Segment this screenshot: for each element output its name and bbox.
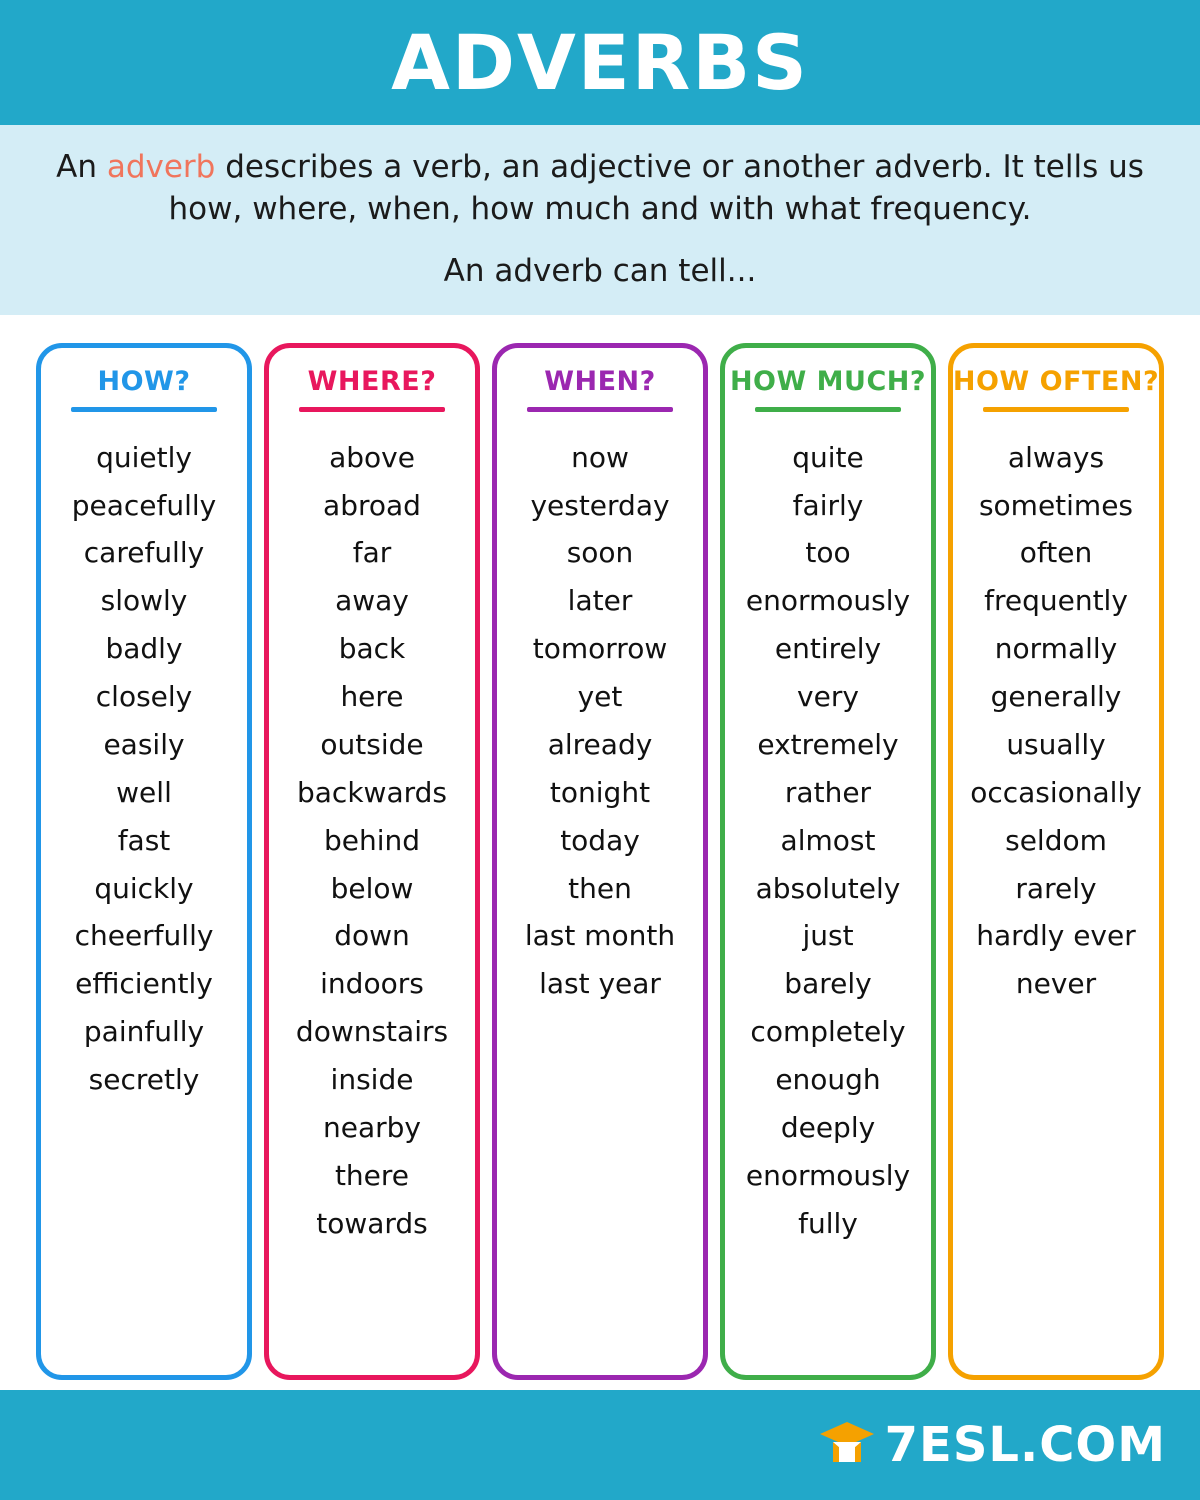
word-item: down bbox=[334, 919, 410, 953]
word-item: rarely bbox=[1015, 871, 1097, 905]
word-item: enormously bbox=[745, 584, 911, 618]
word-item: extremely bbox=[757, 727, 899, 761]
word-item: cheerfully bbox=[74, 919, 214, 953]
intro-text-pre: An bbox=[56, 149, 107, 185]
word-item: completely bbox=[750, 1015, 906, 1049]
word-item: rather bbox=[784, 775, 872, 809]
word-item: backwards bbox=[297, 775, 447, 809]
category-title: HOW MUCH? bbox=[729, 365, 927, 397]
poster-header bbox=[0, 0, 1200, 125]
word-item: yesterday bbox=[530, 488, 670, 522]
word-item: seldom bbox=[1005, 823, 1107, 857]
word-item: badly bbox=[105, 632, 183, 666]
word-item: indoors bbox=[320, 967, 424, 1001]
word-item: secretly bbox=[88, 1063, 200, 1097]
intro-highlight-word: adverb bbox=[106, 149, 216, 185]
word-item: below bbox=[330, 871, 414, 905]
word-item: always bbox=[1007, 440, 1105, 474]
word-item: there bbox=[334, 1158, 410, 1192]
word-item: already bbox=[547, 727, 653, 761]
category-underline bbox=[755, 407, 902, 412]
graduation-cap-icon bbox=[819, 1420, 875, 1470]
poster-footer bbox=[0, 1390, 1200, 1500]
word-item: closely bbox=[95, 680, 193, 714]
word-item: fairly bbox=[792, 488, 864, 522]
word-item: quite bbox=[792, 440, 864, 474]
word-item: now bbox=[571, 440, 629, 474]
word-item: tomorrow bbox=[532, 632, 668, 666]
word-item: very bbox=[797, 680, 859, 714]
word-list bbox=[45, 434, 243, 1104]
word-item: back bbox=[338, 632, 406, 666]
word-item: often bbox=[1019, 536, 1093, 570]
word-item: inside bbox=[330, 1063, 414, 1097]
word-item: downstairs bbox=[295, 1015, 449, 1049]
word-item: fast bbox=[117, 823, 171, 857]
category-title: HOW OFTEN? bbox=[952, 365, 1160, 397]
word-item: quietly bbox=[96, 440, 192, 474]
word-item: occasionally bbox=[970, 775, 1142, 809]
word-item: last year bbox=[539, 967, 661, 1001]
category-card-how-much bbox=[720, 343, 936, 1380]
word-item: then bbox=[568, 871, 632, 905]
word-item: frequently bbox=[984, 584, 1128, 618]
word-item: fully bbox=[798, 1206, 858, 1240]
word-item: peacefully bbox=[71, 488, 217, 522]
word-item: well bbox=[116, 775, 172, 809]
word-item: tonight bbox=[549, 775, 651, 809]
category-card-when bbox=[492, 343, 708, 1380]
category-underline bbox=[299, 407, 446, 412]
category-card-how bbox=[36, 343, 252, 1380]
word-item: absolutely bbox=[755, 871, 901, 905]
word-item: almost bbox=[780, 823, 876, 857]
word-item: outside bbox=[320, 727, 424, 761]
intro-definition bbox=[30, 147, 1170, 231]
category-title: HOW? bbox=[97, 365, 191, 397]
intro-text-post: describes a verb, an adjective or another adverb. It tells us how, where, when, how much and with what frequency. bbox=[168, 149, 1144, 227]
word-item: normally bbox=[994, 632, 1118, 666]
category-columns bbox=[0, 315, 1200, 1390]
word-list bbox=[273, 434, 471, 1248]
word-list bbox=[729, 434, 927, 1248]
brand-text: 7ESL.COM bbox=[884, 1417, 1166, 1473]
word-list bbox=[501, 434, 699, 1009]
word-item: usually bbox=[1006, 727, 1106, 761]
word-item: soon bbox=[566, 536, 634, 570]
word-item: enough bbox=[775, 1063, 881, 1097]
word-item: sometimes bbox=[978, 488, 1134, 522]
word-item: quickly bbox=[94, 871, 194, 905]
intro-section bbox=[0, 125, 1200, 315]
word-item: too bbox=[805, 536, 851, 570]
word-item: today bbox=[560, 823, 640, 857]
category-underline bbox=[71, 407, 218, 412]
word-item: towards bbox=[316, 1206, 428, 1240]
word-item: far bbox=[352, 536, 392, 570]
category-underline bbox=[527, 407, 674, 412]
word-item: behind bbox=[323, 823, 421, 857]
word-item: above bbox=[329, 440, 415, 474]
word-item: easily bbox=[103, 727, 185, 761]
word-list bbox=[957, 434, 1155, 1009]
word-item: slowly bbox=[100, 584, 188, 618]
intro-subtitle: An adverb can tell... bbox=[443, 252, 757, 289]
word-item: never bbox=[1015, 967, 1097, 1001]
category-card-how-often bbox=[948, 343, 1164, 1380]
word-item: abroad bbox=[323, 488, 421, 522]
brand-logo[interactable] bbox=[819, 1417, 1166, 1473]
word-item: efficiently bbox=[75, 967, 213, 1001]
page-title: ADVERBS bbox=[391, 17, 809, 107]
word-item: last month bbox=[524, 919, 676, 953]
word-item: later bbox=[567, 584, 633, 618]
word-item: nearby bbox=[323, 1110, 421, 1144]
word-item: entirely bbox=[774, 632, 882, 666]
word-item: generally bbox=[990, 680, 1122, 714]
word-item: here bbox=[340, 680, 404, 714]
word-item: away bbox=[335, 584, 409, 618]
word-item: painfully bbox=[83, 1015, 205, 1049]
word-item: deeply bbox=[780, 1110, 876, 1144]
word-item: enormously bbox=[745, 1158, 911, 1192]
category-title: WHERE? bbox=[307, 365, 437, 397]
category-card-where bbox=[264, 343, 480, 1380]
category-title: WHEN? bbox=[544, 365, 656, 397]
word-item: yet bbox=[577, 680, 623, 714]
category-underline bbox=[983, 407, 1130, 412]
word-item: hardly ever bbox=[976, 919, 1136, 953]
word-item: barely bbox=[784, 967, 872, 1001]
word-item: carefully bbox=[83, 536, 205, 570]
word-item: just bbox=[802, 919, 854, 953]
